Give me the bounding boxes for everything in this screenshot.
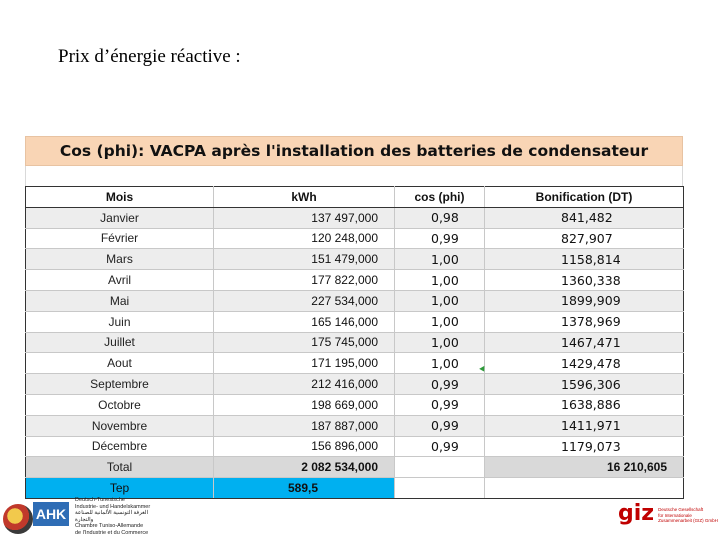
total-bonif: 16 210,605	[485, 457, 684, 478]
cell-kwh: 137 497,000	[214, 207, 395, 228]
ahk-logo	[3, 498, 69, 536]
cell-mois: Avril	[26, 270, 214, 291]
header-bonif: Bonification (DT)	[485, 187, 684, 208]
cell-cos: 0,99	[395, 394, 485, 415]
cell-bonif: 1378,969	[485, 311, 684, 332]
cell-mois: Novembre	[26, 415, 214, 436]
giz-text	[658, 507, 718, 524]
ahk-line: الغرفة التونسية الألمانية للصناعة والتجارة	[75, 510, 148, 523]
table-row	[26, 290, 684, 311]
table-row	[26, 353, 684, 374]
slide-title: Prix d’énergie réactive :	[58, 46, 241, 67]
table-row	[26, 270, 684, 291]
cell-bonif: 1596,306	[485, 374, 684, 395]
cell-mois: Mars	[26, 249, 214, 270]
table-row	[26, 415, 684, 436]
giz-logo-block	[618, 503, 718, 525]
ahk-text	[75, 497, 165, 536]
table-row	[26, 332, 684, 353]
spacer-row	[25, 166, 683, 186]
ahk-line: Deutsch-Tunesische	[75, 497, 125, 503]
tep-empty-1	[395, 478, 485, 499]
giz-logo: giz	[618, 501, 655, 526]
spreadsheet-table	[25, 136, 683, 499]
cell-bonif: 1899,909	[485, 290, 684, 311]
cell-kwh: 177 822,000	[214, 270, 395, 291]
tep-empty-2	[485, 478, 684, 499]
total-cos-empty	[395, 457, 485, 478]
tep-value: 589,5	[214, 478, 395, 499]
cell-mois: Aout	[26, 353, 214, 374]
table-row	[26, 436, 684, 457]
cell-mois: Octobre	[26, 394, 214, 415]
cell-bonif: 1638,886	[485, 394, 684, 415]
cell-kwh: 171 195,000	[214, 353, 395, 374]
ahk-line: Chambre Tuniso-Allemande	[75, 523, 144, 529]
header-row	[26, 187, 684, 208]
giz-line: Zusammenarbeit (GIZ) GmbH	[658, 518, 718, 523]
cell-bonif: 1360,338	[485, 270, 684, 291]
cell-kwh: 156 896,000	[214, 436, 395, 457]
table-banner: Cos (phi): VACPA après l'installation des batteries de condensateur	[25, 136, 683, 166]
cell-kwh: 120 248,000	[214, 228, 395, 249]
cell-cos: 1,00	[395, 353, 485, 374]
total-row	[26, 457, 684, 478]
table-row	[26, 249, 684, 270]
cell-kwh: 212 416,000	[214, 374, 395, 395]
cell-mois: Mai	[26, 290, 214, 311]
data-table	[25, 186, 684, 499]
cell-cos: 1,00	[395, 311, 485, 332]
cell-bonif: 841,482	[485, 207, 684, 228]
total-label: Total	[26, 457, 214, 478]
cell-cos: 1,00	[395, 249, 485, 270]
cell-kwh: 175 745,000	[214, 332, 395, 353]
cell-cos: 1,00	[395, 290, 485, 311]
table-body	[26, 207, 684, 457]
cell-cos: 0,99	[395, 415, 485, 436]
cell-cos: 0,98	[395, 207, 485, 228]
cell-kwh: 198 669,000	[214, 394, 395, 415]
cell-mois: Février	[26, 228, 214, 249]
header-cos: cos (phi)	[395, 187, 485, 208]
cell-bonif: 1179,073	[485, 436, 684, 457]
cell-cos: 0,99	[395, 374, 485, 395]
cell-cos: 1,00	[395, 270, 485, 291]
cell-kwh: 227 534,000	[214, 290, 395, 311]
ahk-wordmark: AHK	[33, 502, 69, 526]
cell-kwh: 151 479,000	[214, 249, 395, 270]
cell-mois: Juin	[26, 311, 214, 332]
giz-line: Deutsche Gesellschaft	[658, 507, 704, 512]
header-mois: Mois	[26, 187, 214, 208]
cell-bonif: 1158,814	[485, 249, 684, 270]
header-kwh: kWh	[214, 187, 395, 208]
table-row	[26, 311, 684, 332]
table-row	[26, 374, 684, 395]
cell-mois: Décembre	[26, 436, 214, 457]
table-row	[26, 228, 684, 249]
cell-bonif: 1467,471	[485, 332, 684, 353]
ahk-line: de l'Industrie et du Commerce	[75, 529, 149, 536]
tep-label: Tep	[26, 478, 214, 499]
cell-cos: 0,99	[395, 436, 485, 457]
table-row	[26, 207, 684, 228]
table-row	[26, 394, 684, 415]
ahk-line: Industrie- und Handelskammer	[75, 503, 151, 510]
cell-cos: 1,00	[395, 332, 485, 353]
giz-line: für Internationale	[658, 512, 692, 518]
cell-bonif: 1411,971	[485, 415, 684, 436]
cell-mois: Janvier	[26, 207, 214, 228]
cell-cos: 0,99	[395, 228, 485, 249]
cell-mois: Juillet	[26, 332, 214, 353]
ahk-emblem-icon	[3, 504, 33, 534]
cell-bonif: 1429,478	[485, 353, 684, 374]
cell-mois: Septembre	[26, 374, 214, 395]
tep-row	[26, 478, 684, 499]
cell-bonif: 827,907	[485, 228, 684, 249]
cell-kwh: 187 887,000	[214, 415, 395, 436]
total-kwh: 2 082 534,000	[214, 457, 395, 478]
cell-kwh: 165 146,000	[214, 311, 395, 332]
ahk-logo-block	[3, 497, 165, 536]
